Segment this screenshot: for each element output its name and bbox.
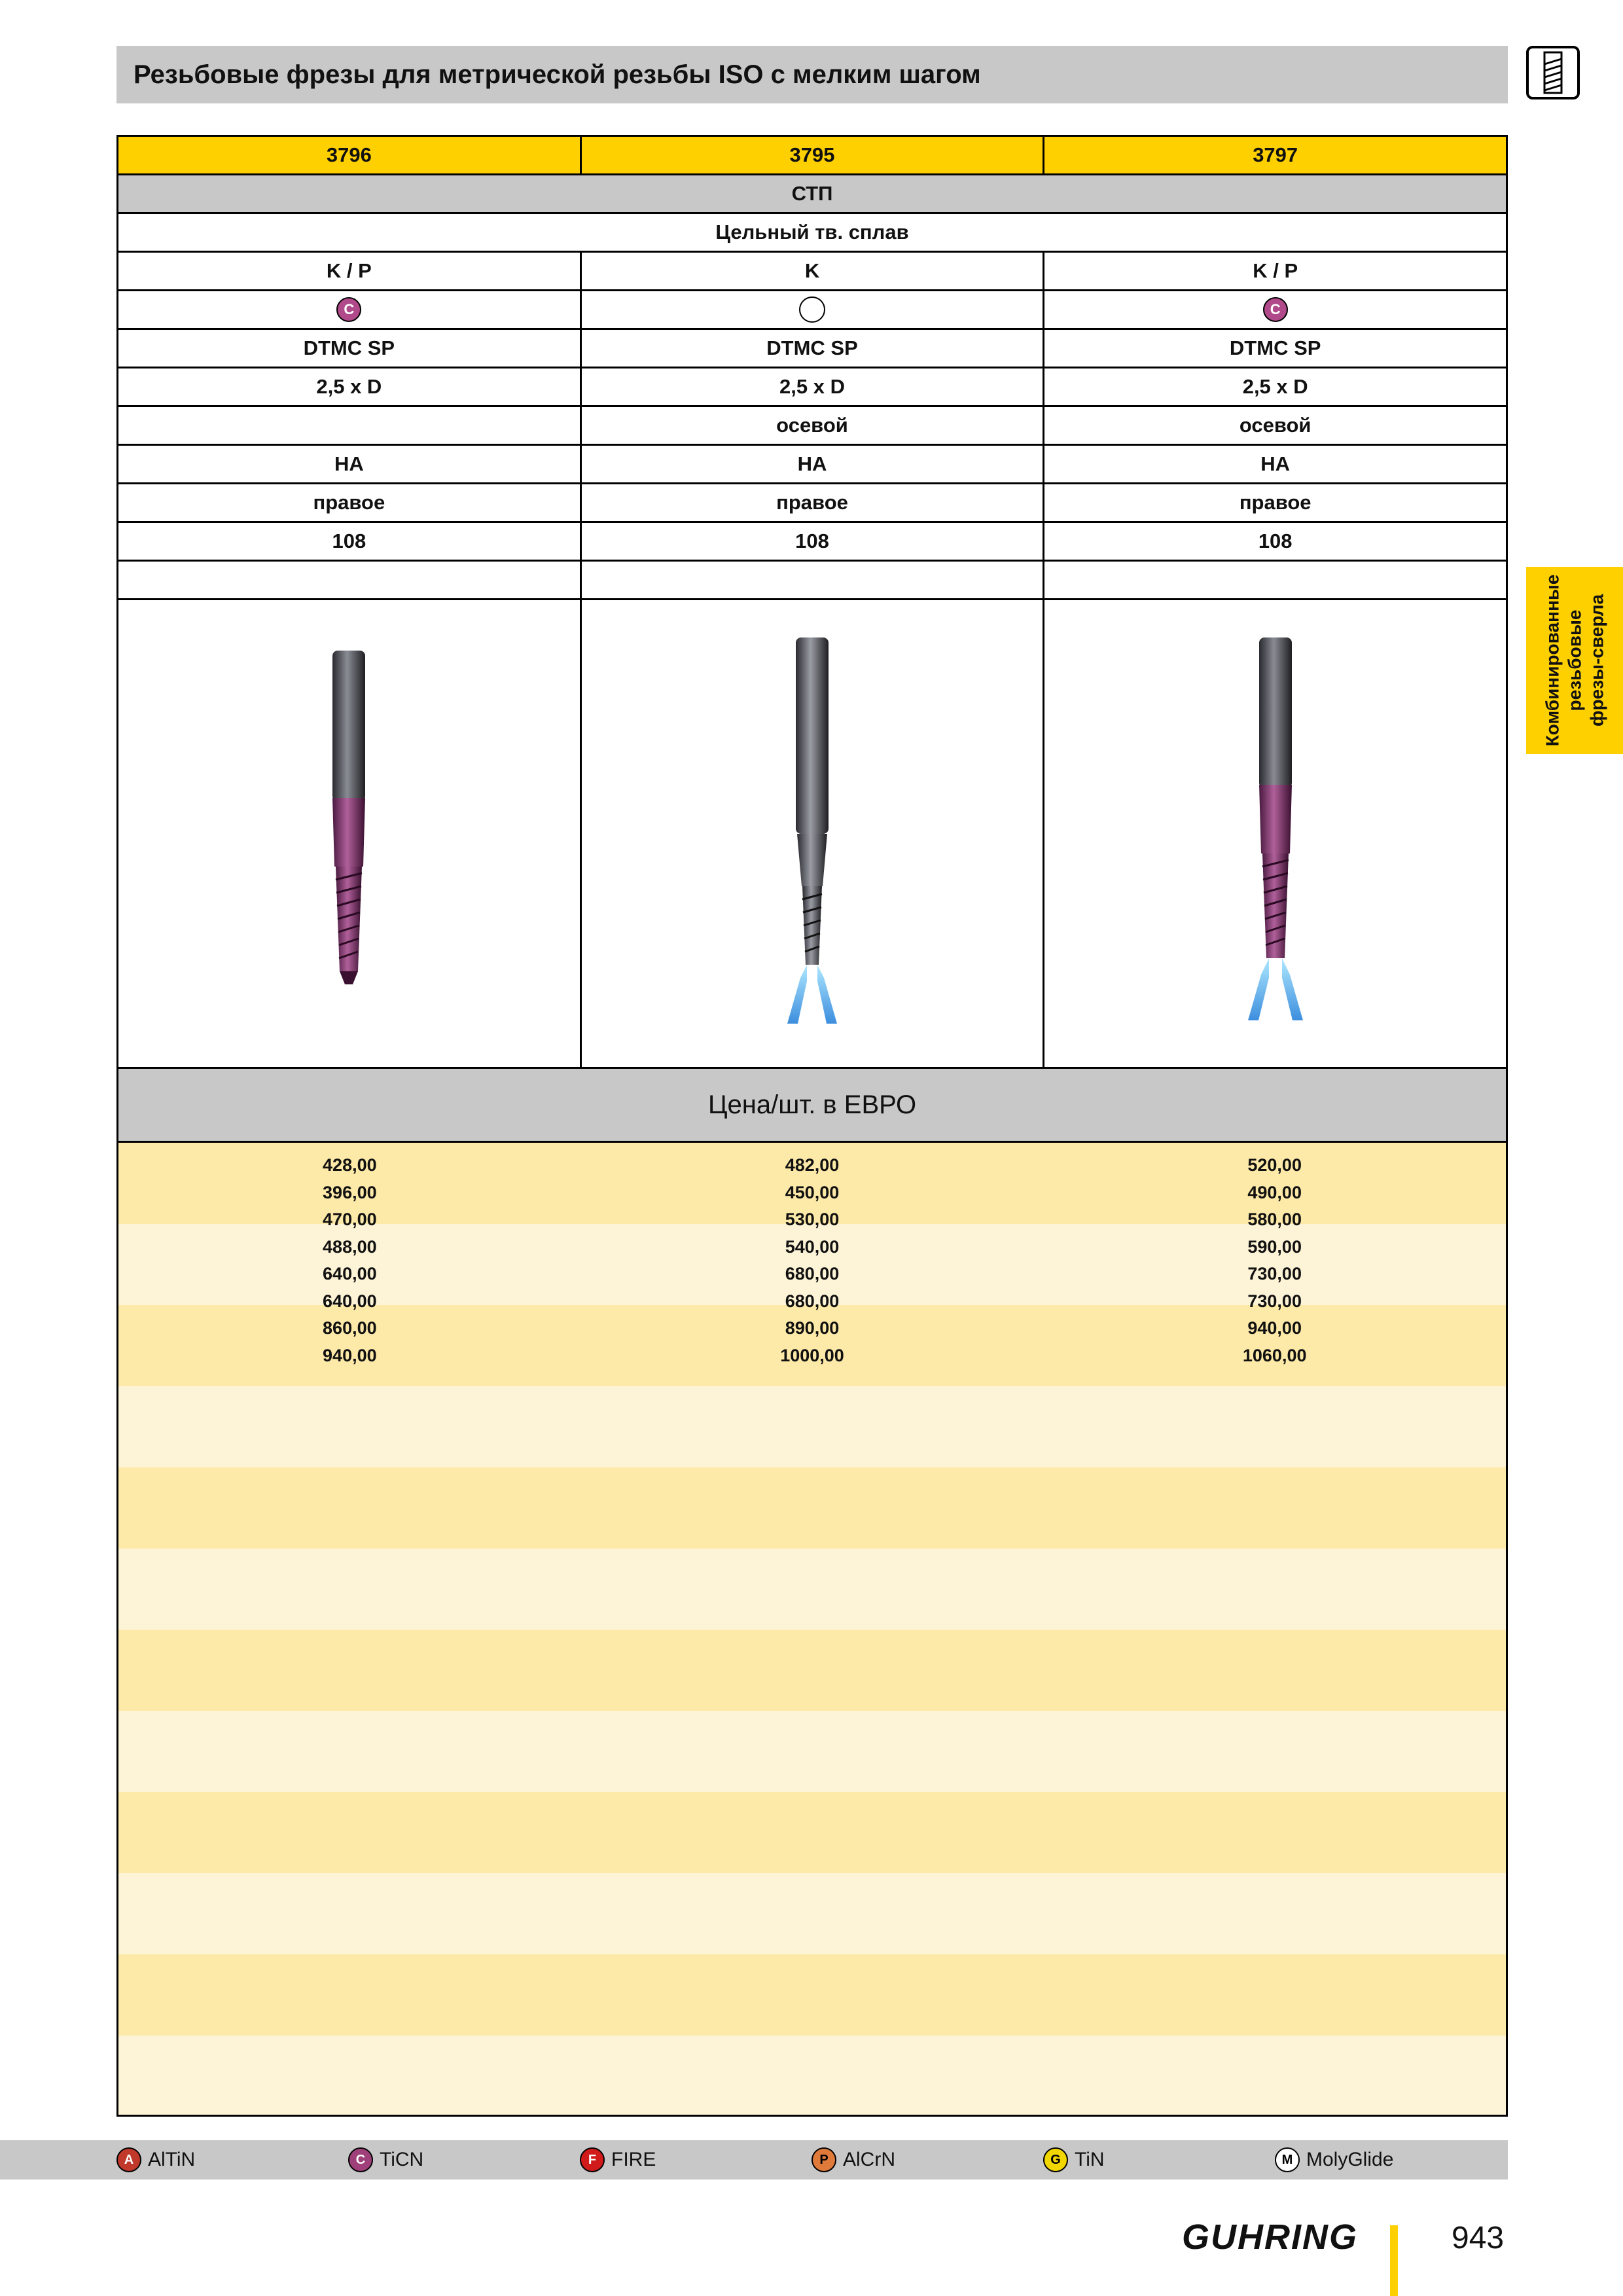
coating-legend [0,2140,1508,2179]
coating-cell [580,291,1043,328]
price-value: 520,00 [1247,1155,1302,1175]
length-cell: 2,5 x D [580,368,1043,405]
price-value: 428,00 [323,1155,377,1175]
shank-row [118,444,1506,482]
price-value: 580,00 [1247,1210,1302,1229]
direction-cell: правое [313,491,385,514]
empty-cell [118,562,580,598]
thread-mill-drill-purple-image [310,651,388,1017]
application-cell: K [580,253,1043,289]
article-number: 3796 [326,143,372,166]
article-number: 3797 [1043,137,1506,173]
direction-cell: правое [580,484,1043,521]
price-value: 470,00 [323,1210,377,1229]
thread-mill-icon [1525,45,1581,101]
legend-tin [1043,2140,1105,2179]
price-value: 730,00 [1247,1264,1302,1283]
type-cell: DTMC SP [303,336,395,359]
application-cell: K / P [326,259,372,282]
ticn-coating-icon: C [348,2147,373,2172]
page-ref-link[interactable]: 108 [332,529,366,552]
type-cell: DTMC SP [1043,330,1506,367]
price-band [118,1467,1506,1549]
price-header: Цена/шт. в ЕВРО [118,1067,1506,1143]
cooling-row [118,405,1506,444]
length-cell: 2,5 x D [1043,368,1506,405]
legend-altin [116,2140,195,2179]
legend-alcrn [812,2140,895,2179]
price-value: 488,00 [323,1236,377,1257]
direction-row [118,482,1506,521]
altin-coating-icon: A [116,2147,141,2172]
price-value: 396,00 [323,1182,377,1202]
type-cell: DTMC SP [580,330,1043,367]
cooling-cell: осевой [580,407,1043,444]
price-value: 530,00 [785,1210,840,1229]
section-tab-label: Комбинированные резьбовые фрезы-сверла [1542,574,1607,747]
price-value: 590,00 [1247,1236,1302,1257]
price-band [118,1386,1506,1467]
cooling-cell [118,407,580,444]
price-column-3797 [1043,1152,1506,1369]
legend-label: FIRE [611,2149,656,2170]
price-band [118,1549,1506,1630]
empty-cell [1043,562,1506,598]
uncoated-icon [799,296,825,323]
price-band [118,2036,1506,2115]
price-column-3796 [118,1152,581,1369]
price-value: 640,00 [323,1291,377,1311]
shank-cell: HA [1043,446,1506,482]
cooling-cell: осевой [1043,407,1506,444]
price-section [118,1143,1506,2115]
price-band [118,1954,1506,2036]
type-row [118,328,1506,367]
product-image-cell [1043,600,1506,1067]
coating-row [118,289,1506,328]
price-value: 860,00 [323,1318,377,1338]
ticn-coating-icon: C [1263,297,1288,322]
price-value: 1060,00 [1242,1345,1307,1365]
price-columns [118,1152,1506,1369]
price-value: 1000,00 [780,1345,844,1365]
application-row [118,251,1506,289]
length-row [118,367,1506,405]
direction-cell: правое [1043,484,1506,521]
price-band [118,1711,1506,1792]
guhring-logo [1182,2219,1378,2255]
page-ref-row [118,521,1506,560]
empty-row [118,560,1506,598]
section-tab[interactable] [1526,567,1623,754]
alcrn-coating-icon: P [812,2147,836,2172]
thread-mill-drill-purple-cooling-image [1230,637,1321,1030]
standard-row [118,173,1506,212]
page-ref-link[interactable]: 108 [1043,523,1506,560]
empty-cell [580,562,1043,598]
page-title: Резьбовые фрезы для метрической резьбы ISO с мелким шагом [134,60,981,89]
coating-cell [1043,291,1506,328]
page-number: 943 [1452,2221,1505,2255]
legend-label: AlCrN [843,2149,895,2170]
price-band [118,1873,1506,1954]
spec-table [116,135,1508,2117]
brand-accent-bar [1390,2225,1398,2296]
price-band [118,1792,1506,1873]
price-value: 482,00 [785,1155,840,1175]
length-cell: 2,5 x D [316,375,382,398]
article-number: 3795 [580,137,1043,173]
thread-mill-drill-uncoated-image [766,637,858,1030]
legend-label: TiCN [380,2149,424,2170]
price-value: 680,00 [785,1291,840,1311]
price-column-3795 [581,1152,1044,1369]
tin-coating-icon: G [1043,2147,1068,2172]
price-value: 940,00 [323,1345,377,1365]
svg-text:GUHRING: GUHRING [1182,2219,1358,2255]
price-band [118,1630,1506,1711]
page-title-bar [116,46,1508,103]
legend-fire [580,2140,656,2179]
page-ref-link[interactable]: 108 [580,523,1043,560]
material-row [118,212,1506,251]
price-value: 890,00 [785,1318,840,1338]
standard-label: СТП [791,182,833,205]
molyglide-coating-icon: M [1275,2147,1300,2172]
legend-label: AlTiN [148,2149,196,2170]
material-label: Цельный тв. сплав [715,221,909,243]
article-row [118,137,1506,173]
legend-label: MolyGlide [1306,2149,1394,2170]
price-value: 640,00 [323,1264,377,1283]
fire-coating-icon: F [580,2147,605,2172]
coating-cell [118,291,580,328]
price-value: 940,00 [1247,1318,1302,1338]
application-cell: K / P [1043,253,1506,289]
price-value: 730,00 [1247,1291,1302,1311]
product-image-cell [118,600,580,1067]
price-value: 540,00 [785,1236,840,1257]
price-value: 490,00 [1247,1182,1302,1202]
price-value: 680,00 [785,1264,840,1283]
price-value: 450,00 [785,1182,840,1202]
shank-cell: HA [334,452,364,475]
legend-ticn [348,2140,423,2179]
legend-label: TiN [1075,2149,1105,2170]
shank-cell: HA [580,446,1043,482]
product-image-cell [580,600,1043,1067]
product-image-row [118,598,1506,1067]
ticn-coating-icon: C [336,297,361,322]
legend-molyglide [1275,2140,1393,2179]
